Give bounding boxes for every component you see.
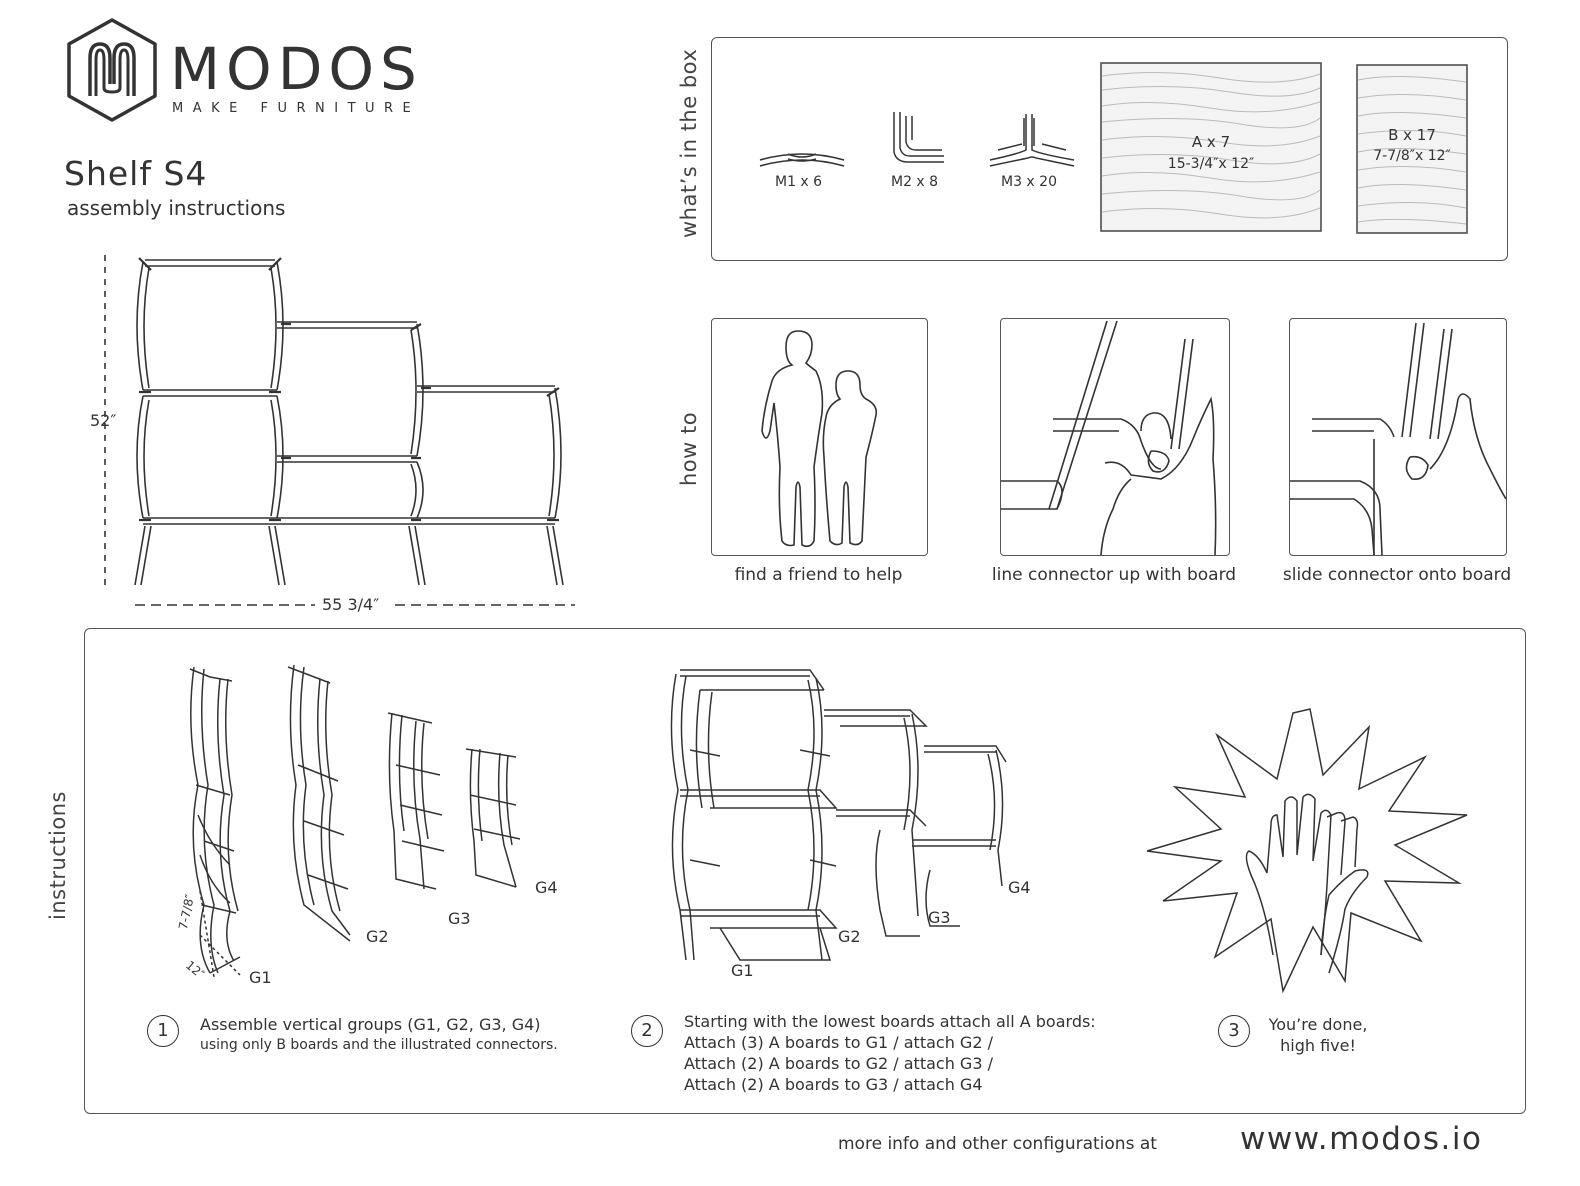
step-3-line-2: high five! xyxy=(1280,1036,1356,1055)
how-to-caption-line-up: line connector up with board xyxy=(991,565,1237,585)
board-a-size: 15-3/4″x 12″ xyxy=(1167,156,1255,172)
board-a-name: A x 7 xyxy=(1191,133,1231,151)
group-label-g1: G1 xyxy=(249,968,272,987)
group-label-g4: G4 xyxy=(535,878,558,897)
how-to-caption-slide: slide connector onto board xyxy=(1282,565,1512,585)
slide-connector-icon xyxy=(1290,319,1506,555)
how-to-panel-line-up xyxy=(1000,318,1230,556)
how-to-caption-friends: find a friend to help xyxy=(734,565,903,585)
m3-connector-icon xyxy=(988,110,1076,168)
step-1-number: 1 xyxy=(147,1015,179,1047)
line-up-connector-icon xyxy=(1001,319,1229,555)
modos-hexagon-icon xyxy=(66,18,158,122)
assembled-label-g4: G4 xyxy=(1008,878,1031,897)
step-2-number: 2 xyxy=(631,1015,663,1047)
footer-text: more info and other configurations at xyxy=(838,1134,1157,1154)
product-subtitle: assembly instructions xyxy=(67,196,286,220)
dimension-width: 55 3/4″ xyxy=(322,595,380,614)
assembled-label-g3: G3 xyxy=(928,908,951,927)
instructions-label: instructions xyxy=(46,791,70,920)
assembled-label-g2: G2 xyxy=(838,927,861,946)
two-people-icon xyxy=(756,327,886,553)
board-b-name: B x 17 xyxy=(1388,126,1436,144)
step-2-line-4: Attach (2) A boards to G3 / attach G4 xyxy=(684,1075,983,1094)
brand-tagline: MAKE FURNITURE xyxy=(172,101,421,116)
step-2-line-3: Attach (2) A boards to G2 / attach G3 / xyxy=(684,1054,993,1073)
m1-label: M1 x 6 xyxy=(775,174,823,190)
product-title: Shelf S4 xyxy=(64,154,208,193)
how-to-panel-friends xyxy=(711,318,928,556)
box-contents-panel xyxy=(711,37,1508,261)
high-five-burst-icon xyxy=(1145,705,1475,995)
step-3-line-1: You’re done, xyxy=(1268,1015,1368,1034)
step-2-line-2: Attach (3) A boards to G1 / attach G2 / xyxy=(684,1033,993,1052)
how-to-label: how to xyxy=(677,411,701,486)
dimension-height: 52″ xyxy=(90,411,117,430)
step-3-number: 3 xyxy=(1218,1015,1250,1047)
shelf-overview-illustration xyxy=(95,250,585,620)
group-dim-depth: 12″ xyxy=(183,958,208,982)
group-label-g2: G2 xyxy=(366,927,389,946)
group-dim-height: 7-7/8″ xyxy=(176,893,198,931)
m2-label: M2 x 8 xyxy=(891,174,939,190)
m2-connector-icon xyxy=(888,110,946,168)
step-2-line-1: Starting with the lowest boards attach all A boards: xyxy=(684,1012,1096,1031)
box-contents-label: what’s in the box xyxy=(677,48,701,238)
m1-connector-icon xyxy=(758,146,846,168)
how-to-panel-slide xyxy=(1289,318,1507,556)
step-1-line-1: Assemble vertical groups (G1, G2, G3, G4) xyxy=(200,1015,541,1034)
group-label-g3: G3 xyxy=(448,909,471,928)
footer-url-link[interactable]: www.modos.io xyxy=(1240,1121,1483,1157)
m3-label: M3 x 20 xyxy=(1001,174,1057,190)
assembled-label-g1: G1 xyxy=(731,961,754,980)
brand-name: MODOS xyxy=(170,35,423,103)
board-b-size: 7-7/8″x 12″ xyxy=(1373,148,1451,164)
step-1-line-2: using only B boards and the illustrated connectors. xyxy=(200,1037,558,1053)
